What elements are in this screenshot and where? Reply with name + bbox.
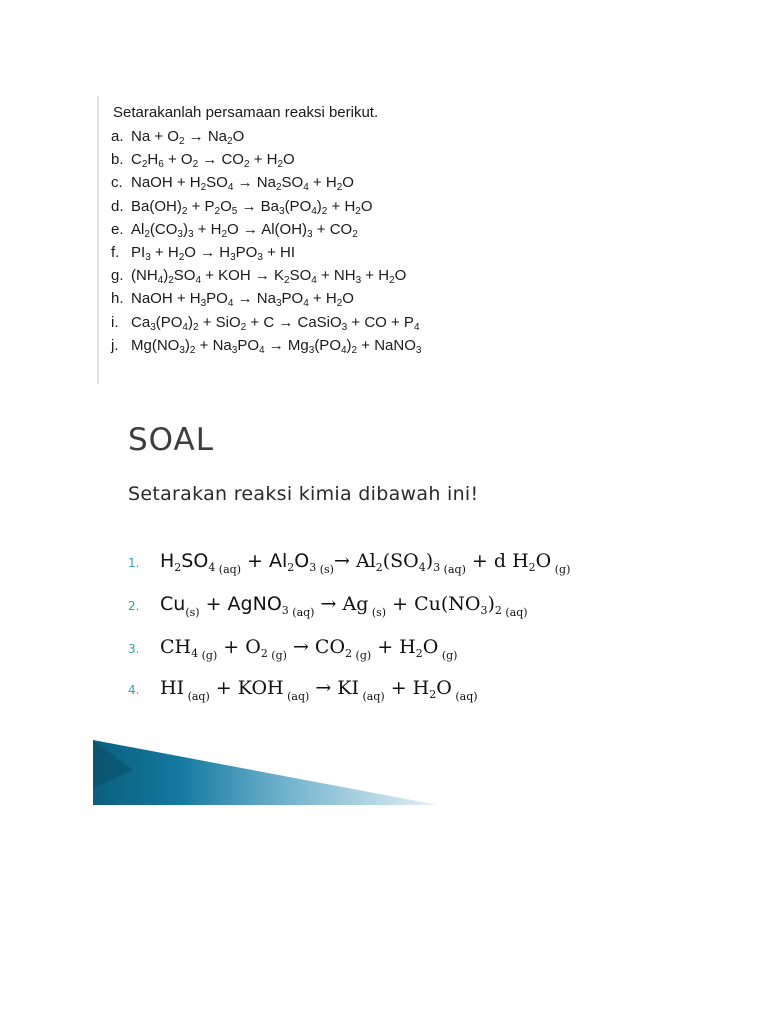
formula-text: → KI bbox=[309, 677, 359, 699]
subscript: 3 bbox=[257, 252, 263, 263]
subscript: 2 bbox=[178, 136, 185, 147]
formula-text: (CO bbox=[149, 220, 178, 238]
formula-text: O bbox=[342, 290, 354, 308]
subscript: 2 bbox=[494, 604, 502, 617]
formula-text: + H bbox=[193, 220, 222, 238]
subscript: 2 bbox=[352, 228, 358, 240]
subscript: 2 bbox=[415, 647, 423, 660]
subscript: 4 bbox=[208, 561, 216, 574]
formula-text: O bbox=[220, 197, 232, 215]
subscript: 3 bbox=[308, 344, 315, 356]
subscript: 3 bbox=[309, 561, 317, 574]
formula-text: ) bbox=[182, 220, 188, 238]
formula-text: + O bbox=[163, 151, 193, 169]
subscript: 3 bbox=[341, 321, 348, 333]
formula-text: SO bbox=[289, 267, 312, 285]
formula-text: ) bbox=[184, 336, 190, 354]
formula-text: + NH bbox=[316, 267, 356, 285]
subscript: 6 bbox=[158, 159, 164, 171]
formula-text: + H bbox=[371, 636, 416, 658]
formula-text: + H bbox=[361, 267, 390, 285]
subscript: 2 bbox=[174, 561, 182, 574]
formula-text: + KOH → K bbox=[201, 267, 284, 285]
reaction-label: b. bbox=[111, 151, 124, 169]
formula-text: ) bbox=[316, 197, 322, 215]
reaction-label: g. bbox=[111, 267, 124, 285]
state-label: (g) bbox=[352, 649, 372, 662]
formula-text: → Na bbox=[184, 128, 228, 145]
formula-text: O bbox=[232, 128, 245, 145]
formula-text: Na + O bbox=[131, 128, 179, 145]
formula-text: + H bbox=[327, 197, 356, 215]
subscript: 2 bbox=[275, 182, 282, 194]
subscript: 3 bbox=[150, 321, 156, 333]
subscript: 3 bbox=[230, 252, 236, 263]
reaction-label: d. bbox=[111, 197, 124, 215]
formula-text: ) bbox=[187, 313, 193, 331]
subscript: 2 bbox=[144, 228, 150, 240]
slide-subtitle: Setarakan reaksi kimia dibawah ini! bbox=[128, 483, 479, 505]
subscript: 2 bbox=[260, 647, 268, 660]
state-label: (aq) bbox=[451, 690, 478, 703]
formula-text: Al bbox=[131, 220, 145, 238]
subscript: 3 bbox=[179, 344, 185, 356]
subscript: 4 bbox=[303, 182, 309, 194]
state-label: (g) bbox=[267, 649, 287, 662]
formula-text: Ba(OH) bbox=[131, 197, 182, 215]
subscript: 2 bbox=[336, 298, 343, 310]
formula-text: PI bbox=[131, 244, 146, 261]
subscript: 3 bbox=[177, 228, 183, 240]
subscript: 3 bbox=[415, 344, 422, 356]
reaction-label: e. bbox=[111, 220, 124, 238]
subscript: 2 bbox=[221, 228, 228, 240]
subscript: 2 bbox=[227, 136, 233, 147]
subscript: 3 bbox=[231, 344, 238, 356]
formula-text: O → H bbox=[184, 244, 231, 261]
formula-text: Mg(NO bbox=[131, 336, 180, 354]
formula-text: O bbox=[436, 677, 452, 699]
formula-text: (PO bbox=[314, 336, 341, 354]
formula-text: + Na bbox=[195, 336, 232, 354]
equation-item bbox=[128, 636, 457, 662]
state-label: (g) bbox=[438, 649, 458, 662]
subscript: 2 bbox=[355, 205, 361, 217]
subscript: 4 bbox=[418, 561, 426, 574]
subscript: 2 bbox=[389, 275, 395, 287]
formula-text: (NH bbox=[131, 267, 158, 285]
formula-text: SO bbox=[206, 174, 228, 192]
subscript: 2 bbox=[214, 205, 221, 217]
equation-item bbox=[128, 593, 528, 619]
formula-text: SO bbox=[281, 174, 304, 192]
subscript: 2 bbox=[345, 647, 353, 660]
formula-text: + AgNO bbox=[199, 593, 282, 615]
formula-text: CH bbox=[160, 636, 192, 658]
reaction-line bbox=[111, 267, 407, 287]
formula-text: + H bbox=[150, 244, 179, 261]
formula-text: + P bbox=[187, 197, 215, 215]
state-label: (aq) bbox=[359, 690, 385, 703]
formula-text: + CO + P bbox=[347, 313, 414, 331]
subscript: 2 bbox=[284, 275, 290, 287]
formula-text: → CO bbox=[198, 151, 244, 169]
reaction-line bbox=[111, 198, 373, 215]
formula-text: → Mg bbox=[264, 336, 309, 354]
subscript: 2 bbox=[192, 321, 199, 333]
formula-text: O bbox=[342, 174, 354, 192]
reaction-line bbox=[111, 314, 420, 331]
slide-title: SOAL bbox=[128, 422, 215, 458]
formula-text: Ca bbox=[131, 313, 151, 331]
formula-text: → Ba bbox=[237, 197, 279, 215]
subscript: 3 bbox=[279, 205, 285, 217]
subscript: 4 bbox=[227, 298, 234, 310]
equation-number: 3. bbox=[128, 642, 140, 656]
subscript: 2 bbox=[178, 252, 185, 263]
state-label: (g) bbox=[551, 563, 571, 576]
subscript: 3 bbox=[145, 252, 151, 263]
formula-text: (SO bbox=[382, 550, 419, 572]
subscript: 2 bbox=[192, 159, 199, 171]
formula-text: H bbox=[160, 550, 175, 572]
subscript: 4 bbox=[311, 275, 317, 287]
equation-number: 1. bbox=[128, 556, 140, 570]
equation-number: 2. bbox=[128, 599, 140, 613]
equation-text bbox=[160, 636, 458, 662]
subscript: 2 bbox=[200, 182, 207, 194]
state-label: (aq) bbox=[184, 690, 210, 703]
formula-text: → Na bbox=[233, 174, 276, 192]
formula-text: C bbox=[131, 151, 142, 169]
formula-text: + d H bbox=[465, 550, 529, 572]
subscript: 2 bbox=[287, 561, 295, 574]
formula-text: PO bbox=[237, 336, 259, 354]
formula-text: → Na bbox=[233, 290, 276, 308]
equation-text bbox=[160, 593, 528, 619]
subscript: 2 bbox=[375, 561, 383, 574]
state-label: (s) bbox=[185, 606, 200, 619]
state-label: (g) bbox=[198, 649, 218, 662]
state-label: (s) bbox=[368, 606, 387, 619]
subscript: 3 bbox=[187, 228, 194, 240]
subscript: 4 bbox=[227, 182, 234, 194]
formula-text: + Cu(NO bbox=[386, 593, 481, 615]
reaction-label: f. bbox=[111, 244, 120, 261]
subscript: 2 bbox=[351, 344, 358, 356]
formula-text: ) bbox=[487, 593, 495, 615]
formula-text: + CO bbox=[312, 220, 353, 238]
reaction-label: a. bbox=[111, 128, 124, 145]
subscript: 4 bbox=[157, 275, 164, 287]
subscript: 3 bbox=[275, 298, 282, 310]
formula-text: + C → CaSiO bbox=[246, 313, 342, 331]
formula-text: + O bbox=[217, 636, 261, 658]
reaction-line bbox=[111, 151, 295, 171]
reaction-line bbox=[111, 337, 421, 354]
subscript: 5 bbox=[231, 205, 238, 217]
formula-text: + H bbox=[308, 290, 337, 308]
reaction-list-image bbox=[97, 96, 519, 384]
formula-text: + KOH bbox=[209, 677, 284, 699]
subscript: 4 bbox=[303, 298, 309, 310]
subscript: 3 bbox=[307, 228, 313, 240]
formula-text: → Al bbox=[333, 550, 376, 572]
subscript: 4 bbox=[259, 344, 265, 356]
formula-text: Cu bbox=[160, 593, 186, 615]
subscript: 2 bbox=[336, 182, 343, 194]
subscript: 2 bbox=[141, 159, 148, 171]
subscript: 4 bbox=[340, 344, 347, 356]
reaction-line bbox=[111, 221, 358, 238]
state-label: (aq) bbox=[501, 606, 528, 619]
equation-item bbox=[128, 550, 570, 576]
reaction-line bbox=[111, 244, 295, 261]
reaction-label: i. bbox=[111, 313, 119, 331]
subscript: 4 bbox=[191, 647, 199, 660]
subscript: 2 bbox=[243, 159, 250, 171]
state-label: (s) bbox=[316, 563, 334, 576]
subscript: 2 bbox=[240, 321, 247, 333]
state-label: (aq) bbox=[215, 563, 241, 576]
subscript: 2 bbox=[429, 688, 437, 701]
subscript: 2 bbox=[168, 275, 174, 287]
subscript: 3 bbox=[200, 298, 207, 310]
formula-text: SO bbox=[181, 550, 209, 572]
formula-text: NaOH + H bbox=[131, 290, 201, 308]
formula-text: O → Al(OH) bbox=[227, 220, 308, 238]
subscript: 4 bbox=[311, 205, 317, 217]
formula-text: ) bbox=[346, 336, 352, 354]
subscript: 2 bbox=[528, 561, 536, 574]
formula-text: PO bbox=[206, 290, 228, 308]
formula-text: O bbox=[360, 197, 373, 215]
formula-text: H bbox=[147, 151, 159, 169]
reaction-label: h. bbox=[111, 290, 124, 308]
subscript: 3 bbox=[433, 561, 441, 574]
reaction-line bbox=[111, 290, 354, 310]
formula-text: O bbox=[535, 550, 552, 572]
subscript: 4 bbox=[413, 321, 420, 333]
subscript: 2 bbox=[277, 159, 284, 171]
decorative-stripe bbox=[93, 740, 678, 805]
reaction-list-heading: Setarakanlah persamaan reaksi berikut. bbox=[113, 104, 379, 121]
formula-text: SO bbox=[173, 267, 196, 285]
formula-text: O bbox=[394, 267, 407, 285]
formula-text: + H bbox=[249, 151, 278, 169]
formula-text: (PO bbox=[155, 313, 183, 331]
subscript: 2 bbox=[181, 205, 188, 217]
reaction-label: j. bbox=[111, 336, 119, 354]
subscript: 2 bbox=[321, 205, 328, 217]
formula-text: (PO bbox=[284, 197, 312, 215]
formula-text: + SiO bbox=[198, 313, 241, 331]
formula-text: ) bbox=[163, 267, 169, 285]
equation-number: 4. bbox=[128, 683, 140, 697]
soal-slide bbox=[93, 400, 678, 805]
equation-text bbox=[160, 677, 478, 703]
subscript: 2 bbox=[189, 344, 196, 356]
formula-text: + HI bbox=[262, 244, 296, 261]
formula-text: HI bbox=[160, 677, 185, 699]
reaction-line bbox=[111, 174, 354, 194]
state-label: (aq) bbox=[440, 563, 466, 576]
formula-text: PO bbox=[235, 244, 258, 261]
state-label: (aq) bbox=[283, 690, 310, 703]
formula-text: NaOH + H bbox=[131, 174, 201, 192]
formula-text: + NaNO bbox=[357, 336, 416, 354]
formula-text: O bbox=[294, 550, 310, 572]
stripe-band bbox=[93, 740, 438, 805]
equation-text bbox=[160, 550, 571, 576]
reaction-label: c. bbox=[111, 174, 123, 192]
subscript: 3 bbox=[281, 604, 289, 617]
formula-text: → Ag bbox=[314, 593, 369, 615]
subscript: 3 bbox=[480, 604, 488, 617]
equation-item bbox=[128, 677, 478, 703]
formula-text: + H bbox=[384, 677, 430, 699]
formula-text: ) bbox=[425, 550, 434, 572]
formula-text: + H bbox=[308, 174, 337, 192]
formula-text: O bbox=[422, 636, 439, 658]
subscript: 4 bbox=[195, 275, 202, 287]
subscript: 4 bbox=[182, 321, 188, 333]
formula-text: O bbox=[283, 151, 295, 169]
state-label: (aq) bbox=[288, 606, 315, 619]
formula-text: → CO bbox=[286, 636, 346, 658]
formula-text: + Al bbox=[241, 550, 288, 572]
formula-text: PO bbox=[281, 290, 304, 308]
reaction-line bbox=[111, 128, 244, 145]
subscript: 3 bbox=[355, 275, 362, 287]
